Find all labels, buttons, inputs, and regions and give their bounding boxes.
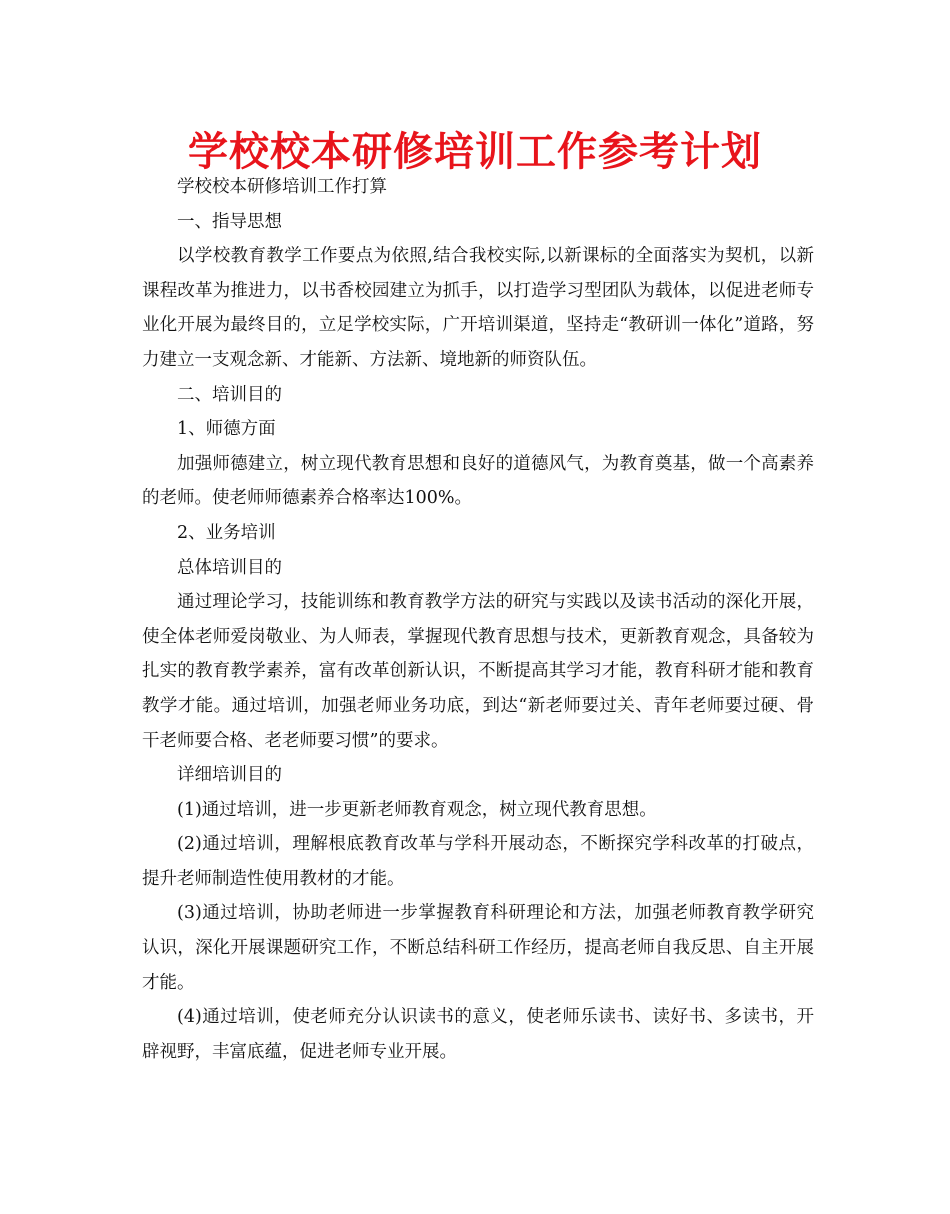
paragraph-teacher-ethics: 加强师德建立，树立现代教育思想和良好的道德风气，为教育奠基，做一个高素养的老师。使老师师德素养合格率达100%。	[142, 453, 814, 509]
paragraph-goal-1: (1)通过培训，进一步更新老师教育观念，树立现代教育思想。	[177, 799, 657, 820]
heading-teacher-ethics: 1、师德方面	[177, 419, 276, 440]
paragraph-subtitle: 学校校本研修培训工作打算	[177, 177, 387, 197]
heading-business-training: 2、业务培训	[177, 522, 276, 543]
document-title: 学校校本研修培训工作参考计划	[188, 129, 762, 175]
paragraph-overall-goals: 通过理论学习，技能训练和教育教学方法的研究与实践以及读书活动的深化开展，使全体老师爱岗敬业、为人师表，掌握现代教育思想与技术，更新教育观念，具备较为扎实的教育教学素养，富有改革创新认识，不断提高其学习才能，教育科研才能和教育教学才能。通过培训，加强老师业务功底，到达“新老师要过关、青年老师要过硬、骨干老师要合格、老老师要习惯”的要求。	[142, 592, 814, 751]
heading-training-goals: 二、培训目的	[177, 384, 282, 405]
heading-guiding-ideology: 一、指导思想	[177, 211, 282, 232]
heading-overall-goals: 总体培训目的	[177, 557, 282, 578]
paragraph-goal-2: (2)通过培训，理解根底教育改革与学科开展动态，不断探究学科改革的打破点，提升老师制造性使用教材的才能。	[142, 834, 814, 889]
paragraph-goal-4: (4)通过培训，使老师充分认识读书的意义，使老师乐读书、读好书、多读书，开辟视野，丰富底蕴，促进老师专业开展。	[142, 1007, 814, 1062]
heading-detailed-goals: 详细培训目的	[177, 765, 282, 786]
paragraph-goal-3: (3)通过培训，协助老师进一步掌握教育科研理论和方法，加强老师教育教学研究认识，深化开展课题研究工作，不断总结科研工作经历，提高老师自我反思、自主开展才能。	[142, 903, 814, 993]
document-body	[142, 170, 814, 1069]
paragraph-guiding-ideology: 以学校教育教学工作要点为依照,结合我校实际,以新课标的全面落实为契机，以新课程改革为推进力，以书香校园建立为抓手，以打造学习型团队为载体，以促进老师专业化开展为最终目的，立足学校实际，广开培训渠道，坚持走“教研训一体化”道路，努力建立一支观念新、才能新、方法新、境地新的师资队伍。	[142, 246, 814, 370]
